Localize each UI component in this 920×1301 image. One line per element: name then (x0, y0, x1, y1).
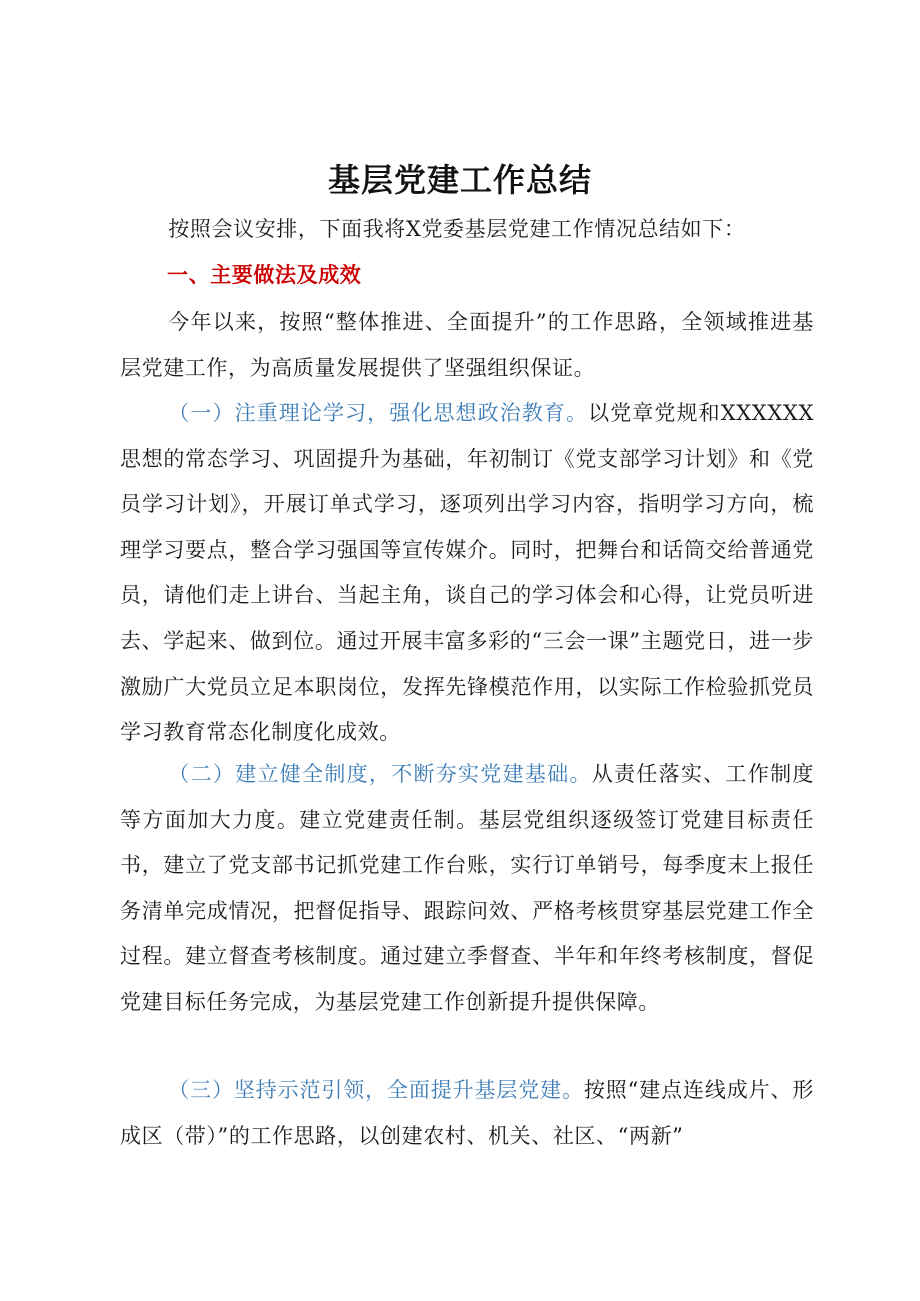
document-title: 基层党建工作总结 (327, 161, 592, 199)
item-text-1: 以党章党规和XXXXXX思想的常态学习、巩固提升为基础，年初制订《党支部学习计划》和《党员学习计划》，开展订单式学习，逐项列出学习内容，指明学习方向，梳理学习要点，整合学习强国等宣传媒介。同时，把舞台和话筒交给普通党员，请他们走上讲台、当起主角，谈自己的学习体会和心得，让党员听进去、学起来、做到位。通过开展丰富多彩的“三会一课”主题党日，进一步激励广大党员立足本职岗位，发挥先锋模范作用，以实际工作检验抓党员学习教育常态化制度化成效。 (120, 401, 814, 745)
section-heading: 一、主要做法及成效 (167, 263, 362, 287)
item-paragraph-3 (120, 1068, 814, 1159)
item-text-2: 从责任落实、工作制度等方面加大力度。建立党建责任制。基层党组织逐级签订党建目标责任书，建立了党支部书记抓党建工作台账，实行订单销号，每季度末上报任务清单完成情况，把督促指导、跟踪问效、严格考核贯穿基层党建工作全过程。建立督查考核制度。通过建立季督查、半年和年终考核制度，督促党建目标任务完成，为基层党建工作创新提升提供保障。 (120, 762, 814, 1014)
item-paragraph-1 (120, 391, 814, 756)
item-text-3: 按照“建点连线成片、形成区（带）”的工作思路，以创建农村、机关、社区、“两新” (120, 1078, 814, 1148)
item-heading-2: （二）建立健全制度，不断夯实党建基础。 (168, 762, 592, 786)
item-heading-3: （三）坚持示范引领，全面提升基层党建。 (168, 1078, 584, 1102)
overview-paragraph: 今年以来，按照“整体推进、全面提升”的工作思路，全领域推进基层党建工作，为高质量发展提供了坚强组织保证。 (120, 310, 814, 380)
intro-paragraph: 按照会议安排，下面我将X党委基层党建工作情况总结如下： (168, 217, 746, 241)
item-paragraph-2 (120, 752, 814, 1026)
item-heading-1: （一）注重理论学习，强化思想政治教育。 (168, 401, 589, 425)
